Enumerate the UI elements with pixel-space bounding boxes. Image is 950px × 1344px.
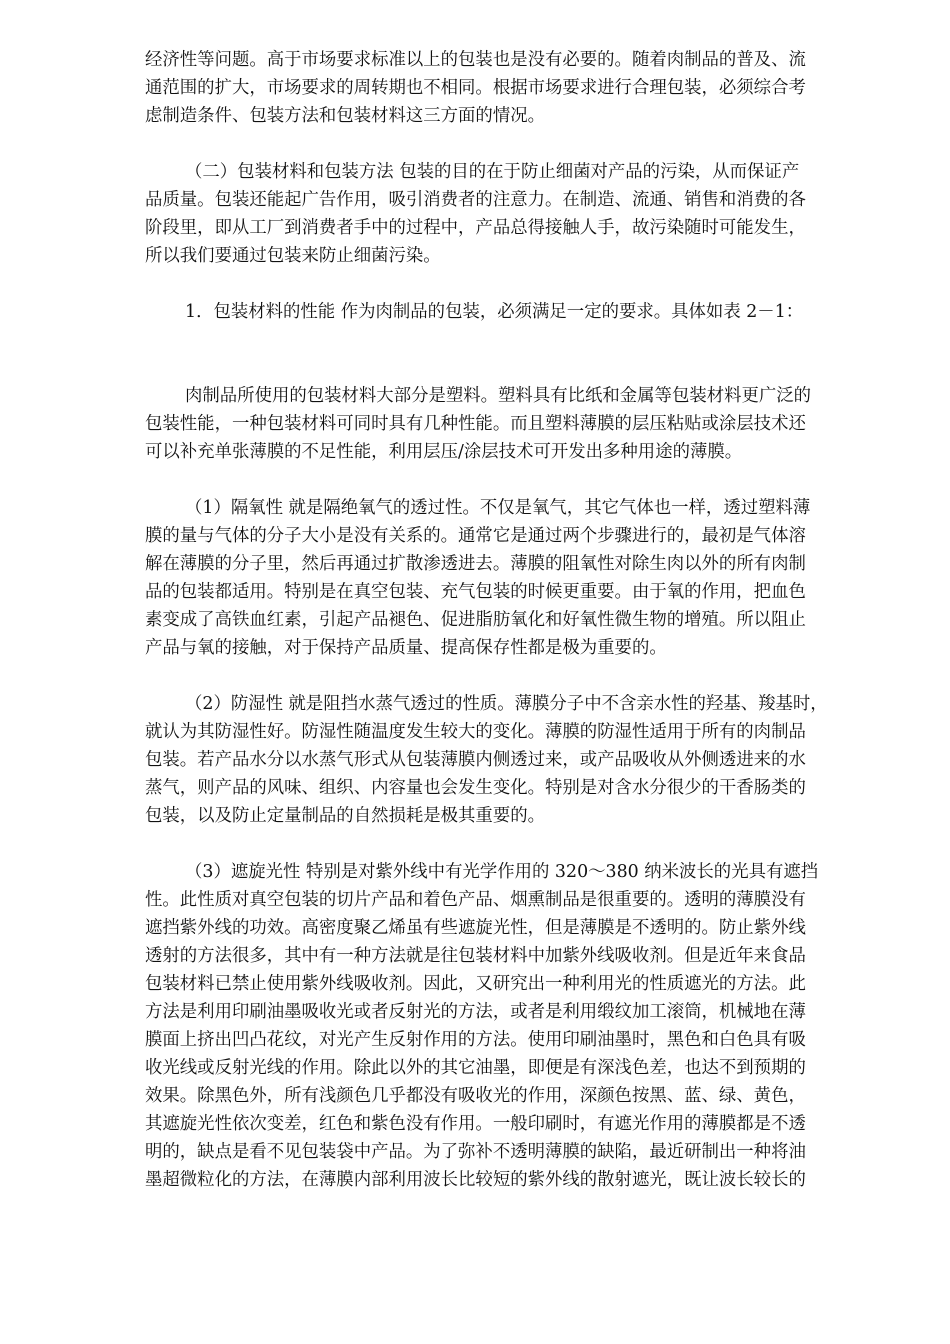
text-line: 素变成了高铁血红素，引起产品褪色、促进脂肪氧化和好氧性微生物的增殖。所以阻止	[145, 610, 806, 630]
text-line: 遮挡紫外线的功效。高密度聚乙烯虽有些遮旋光性，但是薄膜是不透明的。防止紫外线	[145, 918, 806, 938]
table-placeholder-spacer	[145, 326, 885, 382]
text-line: 肉制品所使用的包装材料大部分是塑料。塑料具有比纸和金属等包装材料更广泛的	[185, 386, 812, 406]
paragraph-spacer	[145, 662, 885, 690]
text-line: 通范围的扩大，市场要求的周转期也不相同。根据市场要求进行合理包装，必须综合考	[145, 78, 806, 98]
text-line: 所以我们要通过包装来防止细菌污染。	[145, 246, 441, 266]
paragraph-light-shielding	[145, 858, 885, 1194]
text-line: 解在薄膜的分子里，然后再通过扩散渗透进去。薄膜的阻氧性对除生肉以外的所有肉制	[145, 554, 806, 574]
text-line: 包装性能，一种包装材料可同时具有几种性能。而且塑料薄膜的层压粘贴或涂层技术还	[145, 414, 806, 434]
paragraph-spacer	[145, 830, 885, 858]
text-line: 收光线或反射光线的作用。除此以外的其它油墨，即便是有深浅色差，也达不到预期的	[145, 1058, 806, 1078]
text-line: 蒸气，则产品的风味、组织、内容量也会发生变化。特别是对含水分很少的干香肠类的	[145, 778, 806, 798]
paragraph-economics	[145, 46, 885, 130]
paragraph-moisture-barrier	[145, 690, 885, 830]
text-line: 经济性等问题。高于市场要求标准以上的包装也是没有必要的。随着肉制品的普及、流	[145, 50, 806, 70]
text-line: 品的包装都适用。特别是在真空包装、充气包装的时候更重要。由于氧的作用，把血色	[145, 582, 806, 602]
text-line: 墨超微粒化的方法，在薄膜内部利用波长比较短的紫外线的散射遮光，既让波长较长的	[145, 1170, 806, 1190]
text-line: 就认为其防湿性好。防湿性随温度发生较大的变化。薄膜的防湿性适用于所有的肉制品	[145, 722, 806, 742]
paragraph-spacer	[145, 130, 885, 158]
paragraph-plastics	[145, 382, 885, 466]
text-line: 膜面上挤出凹凸花纹，对光产生反射作用的方法。使用印刷油墨时，黑色和白色具有吸	[145, 1030, 806, 1050]
document-page	[145, 46, 885, 1194]
paragraph-spacer	[145, 270, 885, 298]
text-line: 性。此性质对真空包装的切片产品和着色产品、烟熏制品是很重要的。透明的薄膜没有	[145, 890, 806, 910]
text-line: （二）包装材料和包装方法 包装的目的在于防止细菌对产品的污染，从而保证产	[185, 162, 800, 182]
text-line: 包装材料已禁止使用紫外线吸收剂。因此，又研究出一种利用光的性质遮光的方法。此	[145, 974, 806, 994]
paragraph-spacer	[145, 466, 885, 494]
paragraph-packaging-materials-methods	[145, 158, 885, 270]
text-line: 其遮旋光性依次变差，红色和紫色没有作用。一般印刷时，有遮光作用的薄膜都是不透	[145, 1114, 806, 1134]
text-line: 产品与氧的接触，对于保持产品质量、提高保存性都是极为重要的。	[145, 638, 667, 658]
text-line: 效果。除黑色外，所有浅颜色几乎都没有吸收光的作用，深颜色按黑、蓝、绿、黄色，	[145, 1086, 806, 1106]
text-line: 虑制造条件、包装方法和包装材料这三方面的情况。	[145, 106, 545, 126]
text-line: 包装，以及防止定量制品的自然损耗是极其重要的。	[145, 806, 545, 826]
paragraph-material-properties	[145, 298, 885, 326]
paragraph-oxygen-barrier	[145, 494, 885, 662]
text-line: 透射的方法很多，其中有一种方法就是往包装材料中加紫外线吸收剂。但是近年来食品	[145, 946, 806, 966]
text-line: （2）防湿性 就是阻挡水蒸气透过的性质。薄膜分子中不含亲水性的羟基、羧基时，	[185, 694, 828, 714]
text-line: （1）隔氧性 就是隔绝氧气的透过性。不仅是氧气，其它气体也一样，透过塑料薄	[185, 498, 811, 518]
text-line: （3）遮旋光性 特别是对紫外线中有光学作用的 320～380 纳米波长的光具有遮挡	[185, 862, 819, 882]
text-line: 1．包装材料的性能 作为肉制品的包装，必须满足一定的要求。具体如表 2－1：	[185, 302, 804, 322]
text-line: 可以补充单张薄膜的不足性能，利用层压/涂层技术可开发出多种用途的薄膜。	[145, 442, 743, 462]
text-line: 阶段里，即从工厂到消费者手中的过程中，产品总得接触人手，故污染随时可能发生，	[145, 218, 806, 238]
text-line: 包装。若产品水分以水蒸气形式从包装薄膜内侧透过来，或产品吸收从外侧透进来的水	[145, 750, 806, 770]
text-line: 膜的量与气体的分子大小是没有关系的。通常它是通过两个步骤进行的，最初是气体溶	[145, 526, 806, 546]
text-line: 明的，缺点是看不见包装袋中产品。为了弥补不透明薄膜的缺陷，最近研制出一种将油	[145, 1142, 806, 1162]
text-line: 品质量。包装还能起广告作用，吸引消费者的注意力。在制造、流通、销售和消费的各	[145, 190, 806, 210]
text-line: 方法是利用印刷油墨吸收光或者反射光的方法，或者是利用缎纹加工滚筒，机械地在薄	[145, 1002, 806, 1022]
